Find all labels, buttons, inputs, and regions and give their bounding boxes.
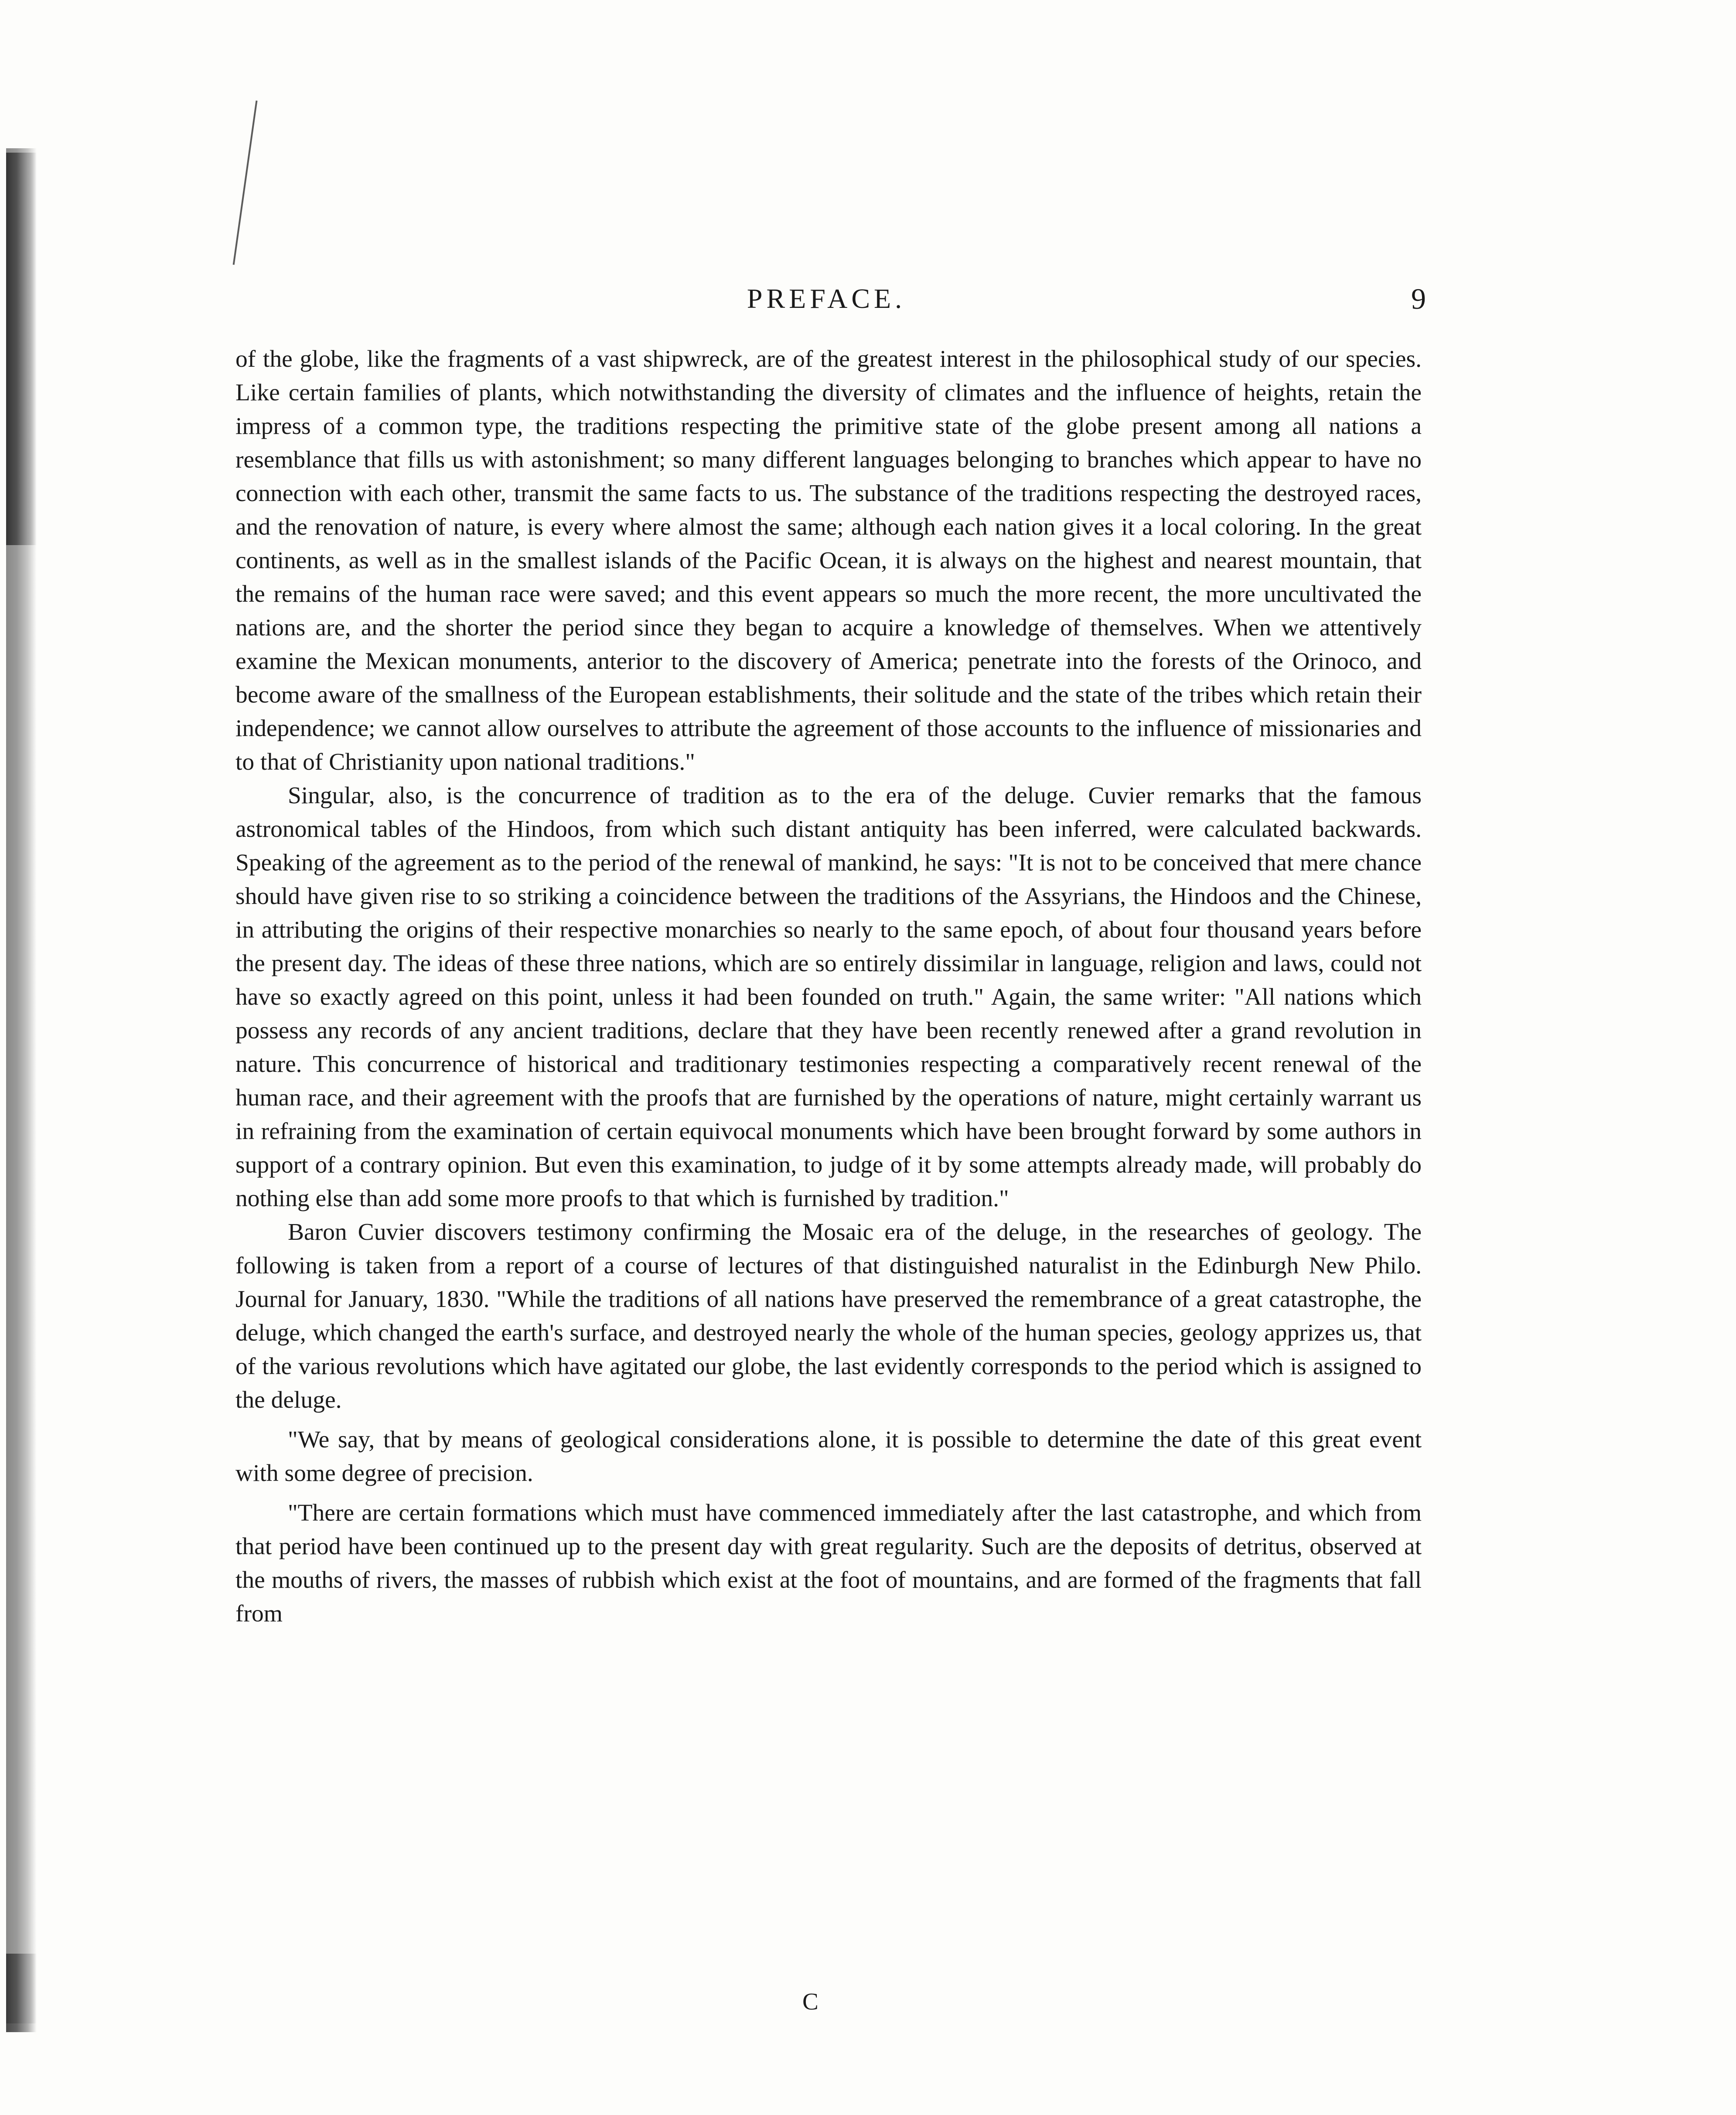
- running-title: PREFACE.: [747, 283, 906, 314]
- paragraph-formations: "There are certain formations which must have commenced immediately after the last catastrophe, and which from that period have been continued up to the present day with great regularity. Such are the deposits of detritus, observed at the mouths of rivers, the masses of rubbish which exist at the foot of mountains, and are formed of the fragments that fall from: [235, 1500, 1422, 1627]
- page-number: 9: [1411, 282, 1426, 315]
- running-head: [227, 279, 1426, 318]
- paragraph-cuvier-geology: Baron Cuvier discovers testimony confirming the Mosaic era of the deluge, in the researches of geology. The following is taken from a report of a course of lectures of that distinguished naturalist in the Edinburgh New Philo. Journal for January, 1830. "While the traditions of all nations have preserved the remembrance of a great catastrophe, the deluge, which changed the earth's surface, and destroyed nearly the whole of the human species, geology apprizes us, that of the various revolutions which have agitated our globe, the last evidently corresponds to the period which is assigned to the deluge.: [235, 1219, 1422, 1413]
- body-text: [235, 342, 1422, 1631]
- binding-shadow-lower: [6, 1954, 37, 2032]
- paragraph-continuation: of the globe, like the fragments of a vast shipwreck, are of the greatest interest in the philosophical study of our species. Like certain families of plants, which notwithstanding the diversity of climates and the influence of heights, retain the impress of a common type, the traditions respecting the primitive state of the globe present among all nations a resemblance that fills us with astonishment; so many different languages belonging to branches which appear to have no connection with each other, transmit the same facts to us. The substance of the traditions respecting the destroyed races, and the renovation of nature, is every where almost the same; although each nation gives it a local coloring. In the great continents, as well as in the smallest islands of the Pacific Ocean, it is always on the highest and nearest mountain, that the remains of the human race were saved; and this event appears so much the more recent, the more uncultivated the nations are, and the shorter the period since they began to acquire a knowledge of themselves. When we attentively examine the Mexican monuments, anterior to the discovery of America; penetrate into the forests of the Orinoco, and become aware of the smallness of the European establishments, their solitude and the state of the tribes which retain their independence; we cannot allow ourselves to attribute the agreement of those accounts to the influence of missionaries and to that of Christianity upon national traditions.": [235, 346, 1422, 775]
- paragraph-era-of-deluge: Singular, also, is the concurrence of tradition as to the era of the deluge. Cuvier remarks that the famous astronomical tables of the Hindoos, from which such distant antiquity has been inferred, were calculated backwards. Speaking of the agreement as to the period of the renewal of mankind, he says: "It is not to be conceived that mere chance should have given rise to so striking a coincidence between the traditions of the Assyrians, the Hindoos and the Chinese, in attributing the origins of their respective monarchies so nearly to the same epoch, of about four thousand years before the present day. The ideas of these three nations, which are so entirely dissimilar in language, religion and laws, could not have so exactly agreed on this point, unless it had been founded on truth." Again, the same writer: "All nations which possess any records of any ancient traditions, declare that they have been recently renewed after a grand revolution in nature. This concurrence of historical and traditionary testimonies respecting a comparatively recent renewal of the human race, and their agreement with the proofs that are furnished by the operations of nature, might certainly warrant us in refraining from the examination of certain equivocal monuments which have been brought forward by some authors in support of a contrary opinion. But even this examination, to judge of it by some attempts already made, will probably do nothing else than add some more proofs to that which is furnished by tradition.": [235, 782, 1422, 1212]
- signature-mark: C: [802, 1988, 819, 2015]
- pencil-mark: [233, 100, 265, 266]
- binding-shadow-upper: [6, 153, 37, 545]
- paragraph-geological-considerations: "We say, that by means of geological considerations alone, it is possible to determine the date of this great event with some degree of precision.: [235, 1426, 1422, 1487]
